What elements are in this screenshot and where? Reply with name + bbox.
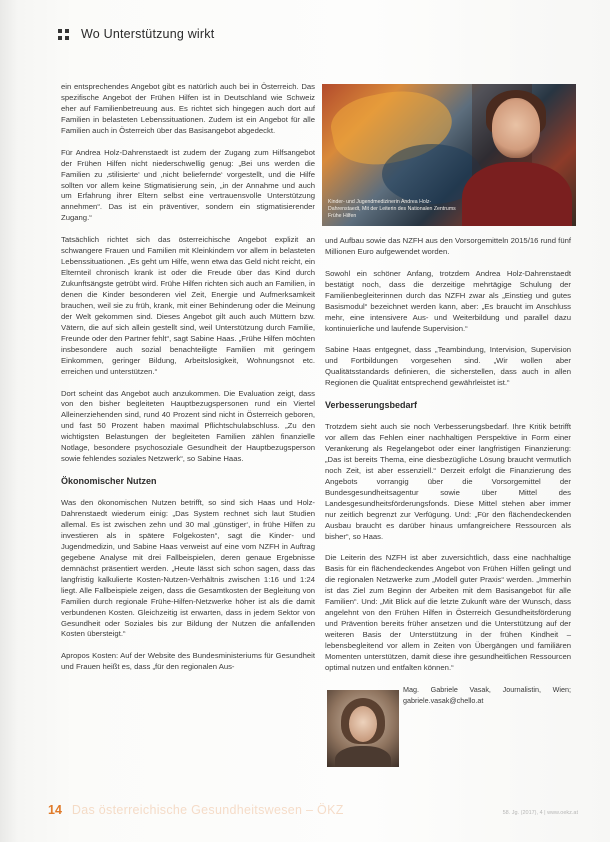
author-portrait bbox=[327, 690, 399, 767]
paragraph: Sabine Haas entgegnet, dass „Teambindung, Intervision, Supervision und Fortbildungen vorgesehen sind. „Wir wollen aber Qualitätsstandards definieren, die sicherstellen, dass auch in allen Regionen die Qualität entsprechend gewährleistet ist.“ bbox=[325, 345, 571, 388]
section-marker-icon bbox=[58, 29, 69, 40]
paragraph: Was den ökonomischen Nutzen betrifft, so sind sich Haas und Holz-Dahrenstaedt wiederum einig: „Das System rechnet sich laut Studien allemal. Es ist zwischen zehn und 30 mal ‚günstiger‘, in frühe Hilfen zu investieren als in spätere Folgekosten“, sagt die Kinder- und Jugendmedizin, und Sabine Haas verweist auf eine vom NZFH in Auftrag gegebene Analyse mit drei Fallbeispielen, deren genaue Ergebnisse demnächst präsentiert werden. „Heute lässt sich schon sagen, dass das langfristig kalkulierte Kosten-Nutzen-Verhältnis zwischen 1:16 und 1:24 liegt. Alle Fallbeispiele zeigen, dass die Gesamtkosten der Begleitung von Familien durch regionale Frühe-Hilfen-Netzwerke höher ist als die damit verbundenen Kosten. Gleichzeitig ist erwarten, dass in jedem Sektor von Gesundheit oder Soziales bis zur Bildung der Nutzen die anfallenden Kosten übersteigt.“ bbox=[61, 498, 315, 639]
page-number: 14 bbox=[48, 803, 62, 817]
paragraph: Tatsächlich richtet sich das österreichische Angebot explizit an schwangere Frauen und Familien mit Kleinkindern vor allem in belasteten Lebenssituationen. „Es geht um Hilfe, wenn etwa das Geld nicht reicht, ein Elternteil chronisch krank ist oder die Freude über das Kind durch Zukunftsängste getrübt wird. Frühe Hilfen richten sich auch an Familien, in denen die Kinder besonderen viel Zeit, Energie und Aufmerksamkeit brauchen, weil sie zu früh, krank, mit einer Behinderung oder die Meinung der Welt gekommen sind. Dieses Angebot gilt auch auch Müttern bzw. Vätern, die auf sich allein gestellt sind, weil Unterstützung durch Familie, Freunde oder den Partner fehlt“, sagt Sabine Haas. „Frühe Hilfen möchten insbesondere auch sozial benachteiligte Familien mit geringem Einkommen, geringer Bildung, Arbeitslosigkeit, Wohnungsnot etc. erreichen und unterstützen.“ bbox=[61, 235, 315, 376]
left-column bbox=[61, 82, 315, 684]
subheading-verbesserungsbedarf: Verbesserungsbedarf bbox=[325, 400, 418, 411]
issue-info: 58. Jg. (2017), 4 | www.oekz.at bbox=[502, 810, 578, 816]
paragraph: Für Andrea Holz-Dahrenstaedt ist zudem der Zugang zum Hilfsangebot der Frühen Hilfen nicht niederschwellig genug: „Bei uns werden die Familien zu ‚stilisierte‘ und ‚nicht beliefernde‘ vorgestellt, und die Hilfe sollten vor allem keine Stigmatisierung sein, „in der Annahme und auch um Erfahrung ihrer Eltern selbst eine vertrauensvolle Unterstützung annehmen“. Das ist ein präventiver, sondern ein stigmatisierender Zugang.“ bbox=[61, 147, 315, 223]
paragraph: Trotzdem sieht auch sie noch Verbesserungsbedarf. Ihre Kritik betrifft vor allem das Fehlen einer nachhaltigen Perspektive in Form einer Verankerung als Regelangebot oder einer langfristigen Finanzierung: „Das ist bereits Thema, eine diesbezügliche Lösung braucht vermutlich noch Zeit, ist aber essenziell.“ Derzeit erfolgt die Finanzierung des Angebots vorrangig über die Vorsorgemittel der Bundesgesundheitsagentur sowie über Mittel des Landesgesundheitsförderungsfonds. Diese Mittel stehen aber immer nur zeitlich begrenzt zur Verfügung. Und: „Für den flächendeckenden Ausbau braucht es darüber hinaus umfangreichere Ressourcen als bisher“, so Haas. bbox=[325, 422, 571, 541]
author-line: Mag. Gabriele Vasak, Journalistin, Wien; gabriele.vasak@chello.at bbox=[403, 684, 571, 705]
page-footer bbox=[48, 803, 578, 821]
paragraph: ein entsprechendes Angebot gibt es natürlich auch bei in Österreich. Das spezifische Angebot der Frühen Hilfen ist in Deutschland wie Schweiz eher auf Familienbetreuung aus. Es richtet sich hingegen auch dort auf Familien in belasteten Lebenssituationen. Zudem ist ein Angebot für alle Familien auch in Österreich über das Basisangebot abgedeckt. bbox=[61, 82, 315, 135]
paragraph: Dort scheint das Angebot auch anzukommen. Die Evaluation zeigt, dass von den bisher begleiteten Hauptbezugspersonen rund ein Viertel Alleinerziehenden sind, rund 40 Prozent sind nicht in Österreich geboren, und fast 50 Prozent haben maximal Pflichtschulabschluss. „Zu den wichtigsten Belastungen der begleiteten Familien zählen finanzielle Notlage, besondere psychosoziale Gesundheit der Hauptbezugsperson sowie fehlendes soziales Netzwerk“, so Sabine Haas. bbox=[61, 388, 315, 464]
section-title: Wo Unterstützung wirkt bbox=[81, 27, 215, 41]
paragraph: Sowohl ein schöner Anfang, trotzdem Andrea Holz-Dahrenstaedt bestätigt noch, dass die derzeitige mehrtägige Schulung der Familienbegleiterinnen durch das NZFH zwar als „Einstieg und gutes Basismodul“ bezeichnet werden kann, aber: „Es braucht im Anschluss mehr, eine intensivere Aus- und Weiterbildung und parallel dazu kontinuierliche und laufende Supervision.“ bbox=[325, 268, 571, 333]
magazine-title: Das österreichische Gesundheitswesen – ÖKZ bbox=[71, 803, 344, 817]
paragraph: Die Leiterin des NZFH ist aber zuversichtlich, dass eine nachhaltige Basis für ein flächendeckendes Angebot von Frühen Hilfen gelingt und die regionalen Netzwerke zum „Modell guter Praxis“ werden. „Immerhin ist das Ziel zum Beginn der Arbeiten mit dem Basisangebot für alle Familien“. Und: „Mit Blick auf die letzte Zukunft wäre der Wunsch, dass angelehnt von den Frühen Hilfen in Österreich Gesundheitsförderung und Prävention bereits früher ansetzen und die Unterstützung auf der weiteren Basis der Unterstützung in der frühen Kindheit – lebensbegleitend vor allem in Zeiten von Übergängen und familiären Momenten unterstützen, damit diese ihre gesundheitlichen Ressourcen optimal nutzen und entfalten können.“ bbox=[325, 553, 571, 672]
photo-caption: Kinder- und Jugendmedizinerin Andrea Holz-Dahrenstaedt, Mit der Leiterin des Nationalen Zentrums Frühe Hilfen bbox=[328, 199, 456, 219]
feature-photo bbox=[322, 84, 576, 226]
subheading-oekonomischer-nutzen: Ökonomischer Nutzen bbox=[61, 476, 157, 487]
right-column bbox=[325, 236, 571, 718]
paragraph: und Aufbau sowie das NZFH aus den Vorsorgemitteln 2015/16 rund fünf Millionen Euro aufgewendet worden. bbox=[325, 236, 571, 256]
section-header bbox=[58, 22, 214, 46]
paragraph: Apropos Kosten: Auf der Website des Bundesministeriums für Gesundheit und Frauen heißt es, dass „für den regionalen Aus- bbox=[61, 651, 315, 672]
